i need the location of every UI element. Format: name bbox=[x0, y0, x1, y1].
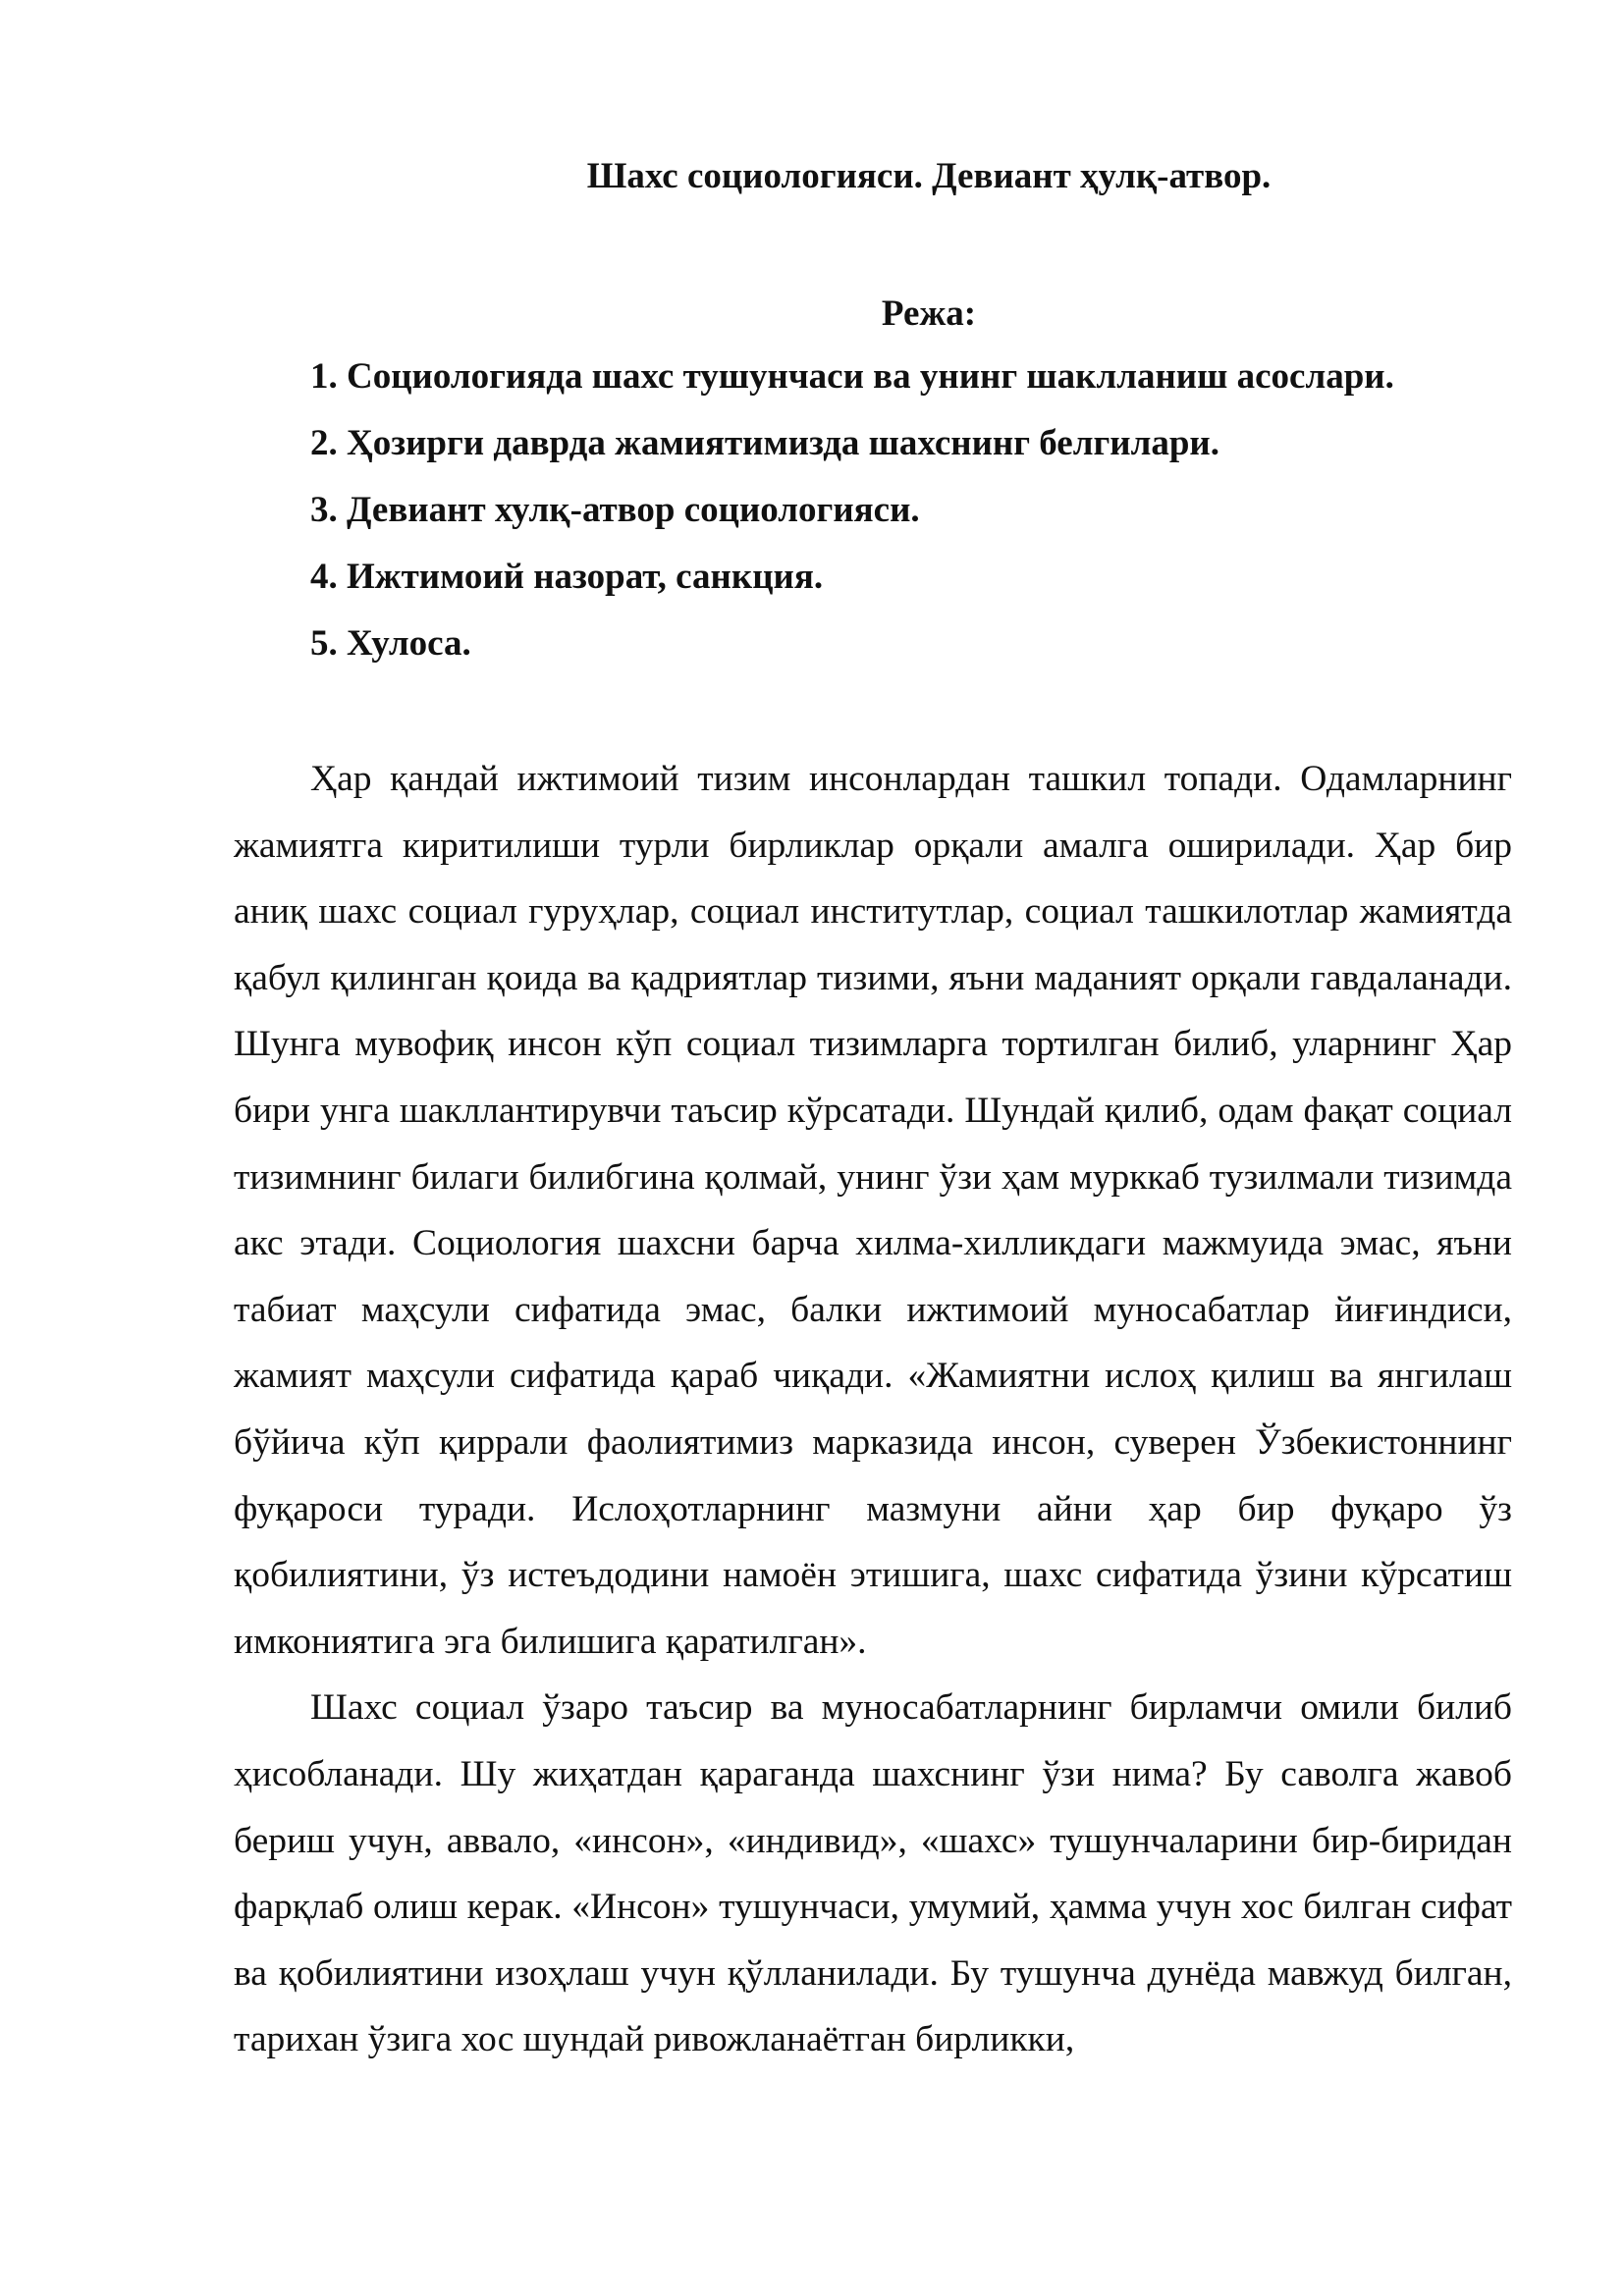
paragraph: Ҳар қандай ижтимоий тизим инсонлардан ташкил топади. Одамларнинг жамиятга киритилиши турли бирликлар орқали амалга оширилади. Ҳар бир аниқ шахс социал гуруҳлар, социал институтлар, социал ташкилотлар жамиятда қабул қилинган қоида ва қадриятлар тизими, яъни маданият орқали гавдаланади. Шунга мувофиқ инсон кўп социал тизимларга тортилган билиб, уларнинг Ҳар бири унга шакллантирувчи таъсир кўрсатади. Шундай қилиб, одам фақат социал тизимнинг билаги билибгина қолмай, унинг ўзи ҳам мурккаб тузилмали тизимда акс этади. Социология шахсни барча хилма-хилликдаги мажмуида эмас, яъни табиат маҳсули сифатида эмас, балки ижтимоий муносабатлар йиғиндиси, жамият маҳсули сифатида қараб чиқади. «Жамиятни ислоҳ қилиш ва янгилаш бўйича кўп қиррали фаолиятимиз марказида инсон, суверен Ўзбекистоннинг фуқароси туради. Ислоҳотларнинг мазмуни айни ҳар бир фуқаро ўз қобилиятини, ўз истеъдодини намоён этишига, шахс сифатида ўзини кўрсатиш имкониятига эга билишига қаратилган». bbox=[234, 759, 1512, 1662]
paragraph: Шахс социал ўзаро таъсир ва муносабатларнинг бирламчи омили билиб ҳисобланади. Шу жиҳатдан қараганда шахснинг ўзи нима? Бу саволга жавоб бериш учун, аввало, «инсон», «индивид», «шахс» тушунчаларини бир-биридан фарқлаб олиш керак. «Инсон» тушунчаси, умумий, ҳамма учун хос билган сифат ва қобилиятини изоҳлаш учун қўлланилади. Бу тушунча дунёда мавжуд билган, тарихан ўзига хос шундай ривожланаётган бирликки, bbox=[234, 1687, 1512, 2060]
plan-list bbox=[310, 355, 1394, 689]
plan-item: 3. Девиант хулқ-атвор социологияси. bbox=[310, 490, 920, 530]
document-title: Шахс социологияси. Девиант ҳулқ-атвор. bbox=[586, 156, 1272, 196]
body-text bbox=[234, 746, 1512, 2073]
plan-item: 4. Ижтимоий назорат, санкция. bbox=[310, 557, 824, 597]
plan-item: 2. Ҳозирги даврда жамиятимизда шахснинг белгилари. bbox=[310, 423, 1219, 463]
plan-item: 1. Социологияда шахс тушунчаси ва унинг шаклланиш асослари. bbox=[310, 356, 1394, 397]
plan-item: 5. Хулоса. bbox=[310, 623, 471, 664]
plan-heading: Режа: bbox=[881, 294, 977, 334]
